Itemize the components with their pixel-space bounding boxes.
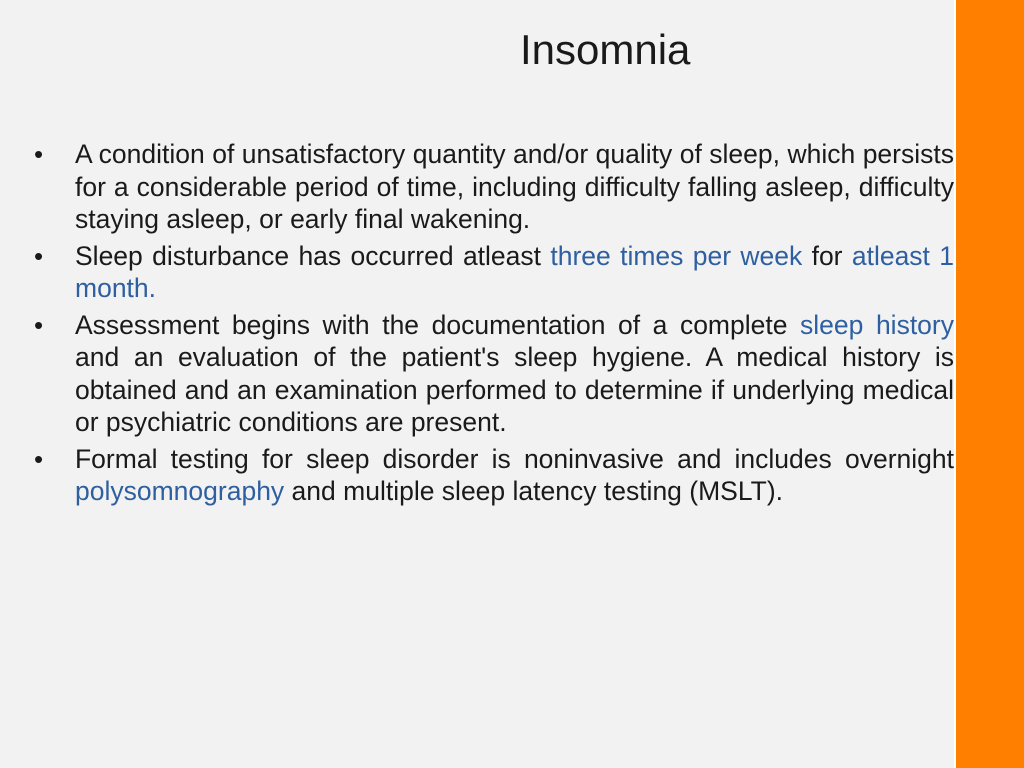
bullet-text: for	[802, 240, 852, 271]
bullet-list	[32, 138, 954, 512]
bullet-item-assessment	[32, 309, 954, 439]
bullet-dot-icon: •	[34, 443, 44, 474]
highlighted-text: polysomnography	[75, 476, 285, 506]
slide-title: Insomnia	[520, 26, 691, 73]
bullet-dot-icon: •	[34, 309, 44, 340]
bullet-text: Formal testing for sleep disorder is noninvasive and includes overnight	[75, 443, 954, 474]
bullet-text: Assessment begins with the documentation of a complete	[75, 309, 801, 340]
highlighted-text: atleast 1 month.	[75, 240, 954, 303]
bullet-text: and an evaluation of the patient's sleep hygiene. A medical history is obtained and an examination performed to determine if underlying medical or psychiatric conditions are present.	[75, 342, 954, 437]
bullet-dot-icon: •	[34, 240, 44, 271]
bullet-dot-icon: •	[34, 139, 44, 169]
bullet-item-definition	[32, 138, 954, 236]
bullet-item-testing	[32, 443, 954, 508]
bullet-item-duration	[32, 240, 954, 305]
highlighted-text: sleep history	[800, 309, 954, 340]
bullet-text: and multiple sleep latency testing (MSLT).	[284, 476, 784, 506]
bullet-text: A condition of unsatisfactory quantity and/or quality of sleep, which persists for a considerable period of time, including difficulty falling asleep, difficulty staying asleep, or early final wakening.	[75, 139, 954, 234]
orange-accent-bar	[956, 0, 1024, 768]
highlighted-text: three times per week	[550, 240, 803, 271]
bullet-text: Sleep disturbance has occurred atleast	[75, 240, 551, 271]
